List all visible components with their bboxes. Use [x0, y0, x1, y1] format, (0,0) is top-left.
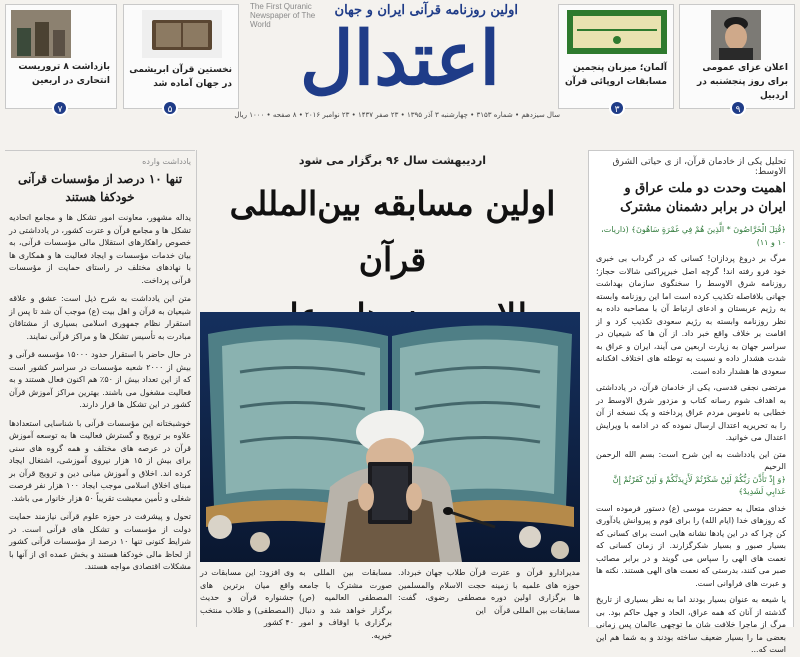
teaser-text: بازداشت ۸ تروریست انتحاری در اربعین [18, 62, 110, 86]
caption-column: مسابقات بین المللی به صورت مشترک با جامعه المصطفی العالمیه (ص) برگزار خواهد شد و دنبال برگزاری با اوقاف و امور خیریه. [299, 568, 392, 640]
right-article [588, 150, 794, 654]
headline-line: اولین مسابقه بین‌المللی قرآن [229, 184, 556, 279]
page-number-badge: ۵ [162, 100, 178, 116]
article-paragraph: متن این یادداشت به این شرح است: بسم الله الرحمن الرحیم [596, 449, 786, 471]
teaser-box[interactable] [679, 4, 795, 115]
article-kicker: یادداشت وارده [142, 157, 191, 166]
article-paragraph: یا شیعه به عنوان بسیار بودند اما به نظر بسیاری از تاریخ گذشته از آنان که همه عراق، الحاد و جهل حاکم بود. بی مرگ از ماجرا خلافت شان ما توجهی عالمان پس زمانی بعضی ما را بسیار ضعیف ساخته بودند و به شما هم این است که... [596, 595, 786, 654]
page-number-badge: ۳ [609, 100, 625, 116]
teaser-box[interactable] [123, 4, 239, 115]
page-number-badge: ۷ [52, 100, 68, 116]
teaser-text: اعلان عزای عمومی برای روز پنجشنبه در اردبیل [697, 63, 788, 101]
caption-column: قرآن طلاب جهان خبرداد. حجت الاسلام والمسلمین مصطفی رضوی، گفت: این [398, 568, 486, 615]
teaser-box[interactable] [558, 4, 674, 115]
article-paragraph: خوشبختانه این مؤسسات قرآنی با شناسایی استعدادها علاوه بر ترویج و گسترش فعالیت ها به توسعه آموزش قرآن در عرصه های مختلف و همه گروه های سنی برای بیش از ۱۵ هزار نیروی آموزشی، اشتغال ایجاد کرده اند. اخلاق و آموزش مبانی دین و ترویج قرآن بر مبنای اخلاق اسلامی موجب ایجاد ۱۰۰ هزار نفر فرصت شغلی و تأمین معیشت تقریباً ۵۰ هزار خانوار می باشد. [9, 418, 191, 503]
news-thumbnail [11, 10, 71, 58]
news-thumbnail [567, 10, 667, 54]
teaser-text: آلمان؛ میزبان پنجمین مسابقات اروپائی قرآن [564, 63, 667, 87]
article-paragraph: تحول و پیشرفت در حوزه علوم قرآنی نیازمند حمایت دولت از مؤسسات و تشکل های قرآنی است. در شرایط کنونی تنها ۱۰ درصد از مؤسسات قرآنی کشور از لحاظ مالی خودکفا هستند و بخش عمده ای از آنها با مشکلات اقتصادی مواجه هستند. [9, 512, 191, 571]
article-title[interactable]: اهمیت وحدت دو ملت عراق و ایران در برابر دشمنان مشترک [620, 181, 786, 215]
article-paragraph: متن این یادداشت به شرح ذیل است: عشق و علاقه شیعیان به قرآن و اهل بیت (ع) موجب آن شد تا پس از استقرار نظام جمهوری اسلامی بسیاری از مشتاقان مبادرت به تأسیس تشکل ها و مراکز قرآنی نمایند. [9, 294, 191, 341]
quran-verse: ﴿وَ إِذْ تَأَذَّنَ رَبُّكُمْ لَئِنْ شَكَرْتُمْ لَأَزِيدَنَّكُمْ وَ لَئِنْ كَفَرْتُمْ إِنَّ عَذابِي لَشَدِيدٌ﴾ [612, 474, 786, 496]
article-kicker: تحلیل یکی از خادمان قرآن، از ی حیاتی الشرق الاوسط: [612, 157, 786, 177]
caption-column: مدیرادارو قرآن و عترت حوزه های علمیه با زمینه ها برگزاری اولین دوره مسابقات بین المللی قرآن [491, 568, 580, 615]
caption-column: وی افزود: این مسابقات در واقع میان برترین های جشنواره قرآن و حدیث (المصطفی) و طلاب منتخب ۴۰ کشور [200, 568, 294, 627]
article-paragraph: خدای متعال به حضرت موسی (ع) دستور فرموده است که روزهای خدا (ایام الله) را برای قوم و پیروانش یادآوری کن چرا که در این یادها نشانه هایی است برای کسانی که بسیار صبور و بسیار شکرگزارند. از زمان کسانی که نعمت های الهی را سپاس می گویند و در برابر مصائب صبر می کنند، بدرستی که نعمت های الهی هستند. نکته ها و عبرت های فراوانی است. [596, 503, 786, 588]
masthead-subtitle: اولین روزنامه قرآنی ایران و جهان [334, 3, 518, 18]
quran-verse: ﴿قُتِلَ الْخَرَّاصُونَ * الَّذِينَ هُمْ فِي غَمْرَةٍ سَاهُونَ﴾ (ذاریات، ۱۰ و ۱۱) [601, 225, 786, 247]
article-paragraph: در حال حاضر با استقرار حدود ۱۵۰۰۰ مؤسسه قرآنی و بیش از ۲۰۰۰ شعبه مؤسسات در سراسر کشور است که از این تعداد بیش از ۵۰٪ هم اکنون فعال هستند و به فعالیت مشغول می باشند. بهترین مراکز آموزش قرآن کشور در این تشکل ها قرار دارند. [9, 350, 191, 409]
page-number-badge: ۹ [730, 100, 746, 116]
article-paragraph: یداله مشهور، معاونت امور تشکل ها و مجامع اتحادیه تشکل ها و مجامع قرآن و عترت کشور، در یادداشتی در خصوص راهکارهای استقلال مالی مؤسسات قرآنی، به بیان خدمات مؤسسات و ایجاد فعالیت ها و همکاری ها با نهادهای مختلف در راستای حمایت از مؤسسات قرآنی پرداخت. [9, 213, 191, 285]
news-thumbnail [711, 10, 761, 60]
headline-overline: اردیبهشت سال ۹۶ برگزار می شود [298, 154, 487, 167]
teaser-box[interactable] [5, 4, 117, 115]
column-divider [196, 150, 197, 627]
issue-info: سال سیزدهم • شماره ۳۱۵۳ • چهارشنبه ۳ آذر ۱۳۹۵ • ۲۳ صفر ۱۴۳۷ • ۲۳ نوامبر ۲۰۱۶ • ۸ صفحه • ۱۰۰۰ ریال [234, 111, 560, 119]
masthead [234, 0, 560, 119]
masthead-english: The First Quranic Newspaper of The World [250, 2, 316, 29]
newspaper-logo: اعتدال [299, 16, 501, 102]
article-paragraph: مرتضی نجفی قدسی، یکی از خادمان قرآن، در یادداشتی به اهداف شوم رسانه کتاب و مزدور شرق الاوسط در خطابی به ناموس مردم عراق پرداخته و یک نسخه از آن را به تحریریه اعتدال ارسال نموده که در ادامه با ویرایش اعتدال می خوانید. [596, 383, 786, 442]
teaser-text: نخستین قرآن ابریشمی در جهان آماده شد [129, 65, 232, 89]
article-title[interactable]: تنها ۱۰ درصد از مؤسسات قرآنی خودکفا هستند [17, 172, 183, 204]
left-article [5, 150, 195, 627]
article-paragraph: مرگ بر دروغ پردازان! کسانی که در گرداب بی خبری خود فرو رفته اند! گرچه اصل خبرپراکنی شالات حجاز؛ روزنامه شرق الاوسط را سخنگوی سازمان بهداشت جهانی بلافاصله تکذیب کرده است اما این روزنامه وابسته به رژیم عربستان و ادعای ارتباط آن با مصاحبه داده به نظر روزنامه وابسته به رژیم سعودی تکذیب کرد و از اقامت بر خلاف واقع خبر داد. از آن ها که شیعیان در سراسر جهان به زیارت اربعین می آیند، ایران و عراق به شدت هشدار داده و نسبت به توطئه های اختلاف افکنانه سعودی ها هشدار داده است. [596, 254, 786, 376]
news-thumbnail [142, 10, 222, 58]
main-photo [200, 312, 580, 562]
